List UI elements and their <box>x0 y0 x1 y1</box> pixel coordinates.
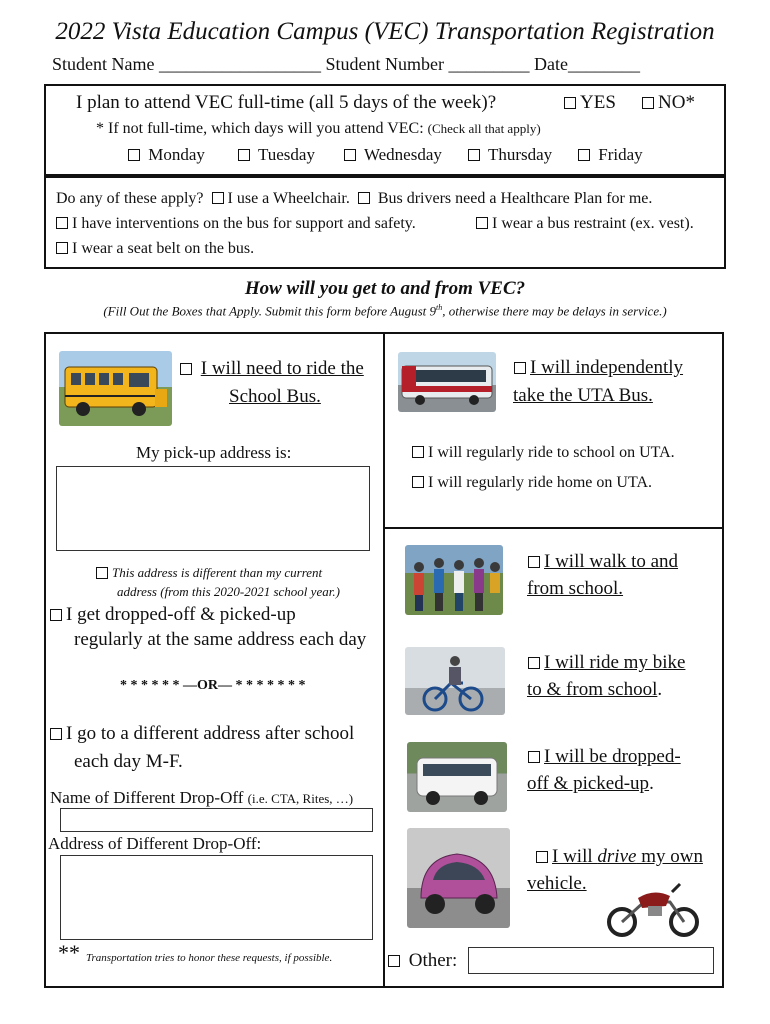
yes-option[interactable] <box>564 92 616 114</box>
dropped-label-2-wrap <box>527 773 654 795</box>
day-monday[interactable] <box>128 145 205 165</box>
bike-label-1: I will ride my bike <box>544 652 686 673</box>
bike-label-end: . <box>657 679 663 700</box>
school-bus-photo <box>59 351 172 426</box>
how-sub-a: (Fill Out the Boxes that Apply. Submit this form before August 9 <box>103 303 437 319</box>
uta-label-1: I will independently <box>530 357 684 378</box>
restraint-label: I wear a bus restraint (ex. vest). <box>492 215 694 232</box>
date-field[interactable]: ________ <box>567 54 640 74</box>
healthcare-label: Bus drivers need a Healthcare Plan for me. <box>377 190 653 207</box>
no-label: NO* <box>658 92 695 113</box>
how-sub-sup: th <box>436 303 443 312</box>
uta-label-2: take the UTA Bus. <box>513 385 653 406</box>
uta-box-bottom <box>383 527 724 529</box>
yes-checkbox[interactable] <box>564 97 576 109</box>
address-different-checkbox[interactable] <box>96 567 108 579</box>
uta-to-school-checkbox[interactable] <box>412 446 424 458</box>
vertical-divider <box>383 332 385 988</box>
student-number-label: Student Number <box>320 54 449 74</box>
bike-checkbox[interactable] <box>528 657 540 669</box>
footnote-stars: ** <box>58 940 80 965</box>
address-different-option[interactable] <box>96 565 322 581</box>
form-title: 2022 Vista Education Campus (VEC) Transportation Registration <box>55 18 715 45</box>
special-needs-box <box>44 176 726 269</box>
friday-label: Friday <box>598 145 643 164</box>
school-bus-checkbox[interactable] <box>180 363 192 375</box>
drive-option[interactable] <box>536 846 703 868</box>
drive-checkbox[interactable] <box>536 851 548 863</box>
different-address-label-1: I go to a different address after school <box>66 723 355 744</box>
dropoff-address-label: Address of Different Drop-Off: <box>48 834 262 853</box>
how-heading: How will you get to and from VEC? <box>244 278 526 299</box>
day-wednesday[interactable] <box>344 145 442 165</box>
days-note-text: * If not full-time, which days will you attend VEC: <box>96 120 428 137</box>
restraint-checkbox[interactable] <box>476 217 488 229</box>
uta-home-option[interactable] <box>412 474 652 492</box>
uta-to-school-label: I will regularly ride to school on UTA. <box>428 444 675 461</box>
other-field[interactable] <box>468 947 714 974</box>
wednesday-checkbox[interactable] <box>344 149 356 161</box>
restraint-option <box>476 215 694 233</box>
how-sub-b: , otherwise there may be delays in service.) <box>442 303 667 319</box>
same-address-option[interactable] <box>50 604 296 626</box>
how-subheading <box>0 303 770 319</box>
school-bus-label-1: I will need to ride the <box>200 358 364 379</box>
school-bus-label-2: School Bus. <box>229 386 321 407</box>
pickup-address-field[interactable] <box>56 466 370 551</box>
seatbelt-checkbox[interactable] <box>56 242 68 254</box>
dropped-checkbox[interactable] <box>528 751 540 763</box>
yes-label: YES <box>580 92 616 113</box>
dropoff-name-label <box>50 788 353 808</box>
uta-checkbox[interactable] <box>514 362 526 374</box>
dropoff-name-text: Name of Different Drop-Off <box>50 788 248 807</box>
uta-to-school-option[interactable] <box>412 444 675 462</box>
other-label: Other: <box>408 950 458 971</box>
friday-checkbox[interactable] <box>578 149 590 161</box>
tuesday-label: Tuesday <box>257 145 315 164</box>
monday-checkbox[interactable] <box>128 149 140 161</box>
different-address-option[interactable] <box>50 723 354 745</box>
interventions-label: I have interventions on the bus for support and safety. <box>72 215 416 232</box>
small-car-photo <box>407 828 510 928</box>
dropoff-name-small: (i.e. CTA, Rites, …) <box>247 791 354 806</box>
interventions-checkbox[interactable] <box>56 217 68 229</box>
wednesday-label: Wednesday <box>363 145 442 164</box>
day-thursday[interactable] <box>468 145 552 165</box>
drive-label-2: vehicle. <box>527 873 587 894</box>
drive-pre: I will <box>552 846 598 867</box>
uta-home-checkbox[interactable] <box>412 476 424 488</box>
seatbelt-label: I wear a seat belt on the bus. <box>72 240 255 257</box>
same-address-checkbox[interactable] <box>50 609 62 621</box>
van-photo <box>407 742 507 812</box>
uta-option[interactable] <box>514 357 683 379</box>
attendance-box <box>44 84 726 176</box>
dropoff-name-field[interactable] <box>60 808 373 832</box>
bike-label-2: to & from school <box>527 679 658 700</box>
days-note-small: (Check all that apply) <box>427 121 541 136</box>
same-address-label-2: regularly at the same address each day <box>74 629 367 650</box>
student-number-field[interactable]: _________ <box>448 54 530 74</box>
healthcare-checkbox[interactable] <box>358 192 370 204</box>
student-name-field[interactable]: __________________ <box>158 54 321 74</box>
bike-rider-photo <box>405 647 505 715</box>
needs-row-1 <box>56 190 652 208</box>
walk-label-1: I will walk to and <box>544 551 679 572</box>
fulltime-question: I plan to attend VEC full-time (all 5 days of the week)? <box>76 92 497 113</box>
school-bus-option[interactable] <box>180 358 364 380</box>
day-tuesday[interactable] <box>238 145 315 165</box>
bike-label-2-wrap <box>527 679 662 701</box>
walking-students-photo <box>405 545 503 615</box>
motorcycle-image <box>604 872 702 940</box>
other-option[interactable] <box>388 950 457 972</box>
drive-em: drive <box>597 846 637 867</box>
dropoff-address-field[interactable] <box>60 855 373 940</box>
no-checkbox[interactable] <box>642 97 654 109</box>
wheelchair-checkbox[interactable] <box>212 192 224 204</box>
uta-home-label: I will regularly ride home on UTA. <box>428 474 652 491</box>
walk-option[interactable] <box>528 551 678 573</box>
walk-checkbox[interactable] <box>528 556 540 568</box>
days-note <box>96 120 541 138</box>
date-label: Date <box>529 54 568 74</box>
or-divider: * * * * * * —OR— * * * * * * * <box>120 678 306 693</box>
no-option[interactable] <box>642 92 695 114</box>
uta-bus-photo <box>398 352 496 412</box>
bike-option[interactable] <box>528 652 685 674</box>
walk-label-2: from school. <box>527 578 624 599</box>
dropped-option[interactable] <box>528 746 681 768</box>
different-address-label-2: each day M-F. <box>74 751 183 772</box>
tuesday-checkbox[interactable] <box>238 149 250 161</box>
needs-row-3 <box>56 240 254 258</box>
thursday-checkbox[interactable] <box>468 149 480 161</box>
needs-question: Do any of these apply? <box>56 190 204 207</box>
different-address-checkbox[interactable] <box>50 728 62 740</box>
footnote: Transportation tries to honor these requests, if possible. <box>86 952 333 964</box>
drive-label-1 <box>552 846 703 867</box>
address-different-label-1: This address is different than my current <box>112 565 323 580</box>
address-different-label-2: address (from this 2020-2021 school year.) <box>117 584 340 599</box>
same-address-label-1: I get dropped-off & picked-up <box>66 604 296 625</box>
student-name-label: Student Name <box>52 54 159 74</box>
dropped-label-2: off & picked-up <box>527 773 650 794</box>
needs-row-2 <box>56 215 416 233</box>
student-info-line <box>52 54 640 75</box>
monday-label: Monday <box>148 145 205 164</box>
thursday-label: Thursday <box>487 145 553 164</box>
other-checkbox[interactable] <box>388 955 400 967</box>
dropped-label-1: I will be dropped- <box>544 746 681 767</box>
drive-post: my own <box>636 846 703 867</box>
day-friday[interactable] <box>578 145 643 165</box>
wheelchair-label: I use a Wheelchair. <box>227 190 350 207</box>
dropped-label-end: . <box>649 773 654 794</box>
pickup-label: My pick-up address is: <box>136 443 292 462</box>
